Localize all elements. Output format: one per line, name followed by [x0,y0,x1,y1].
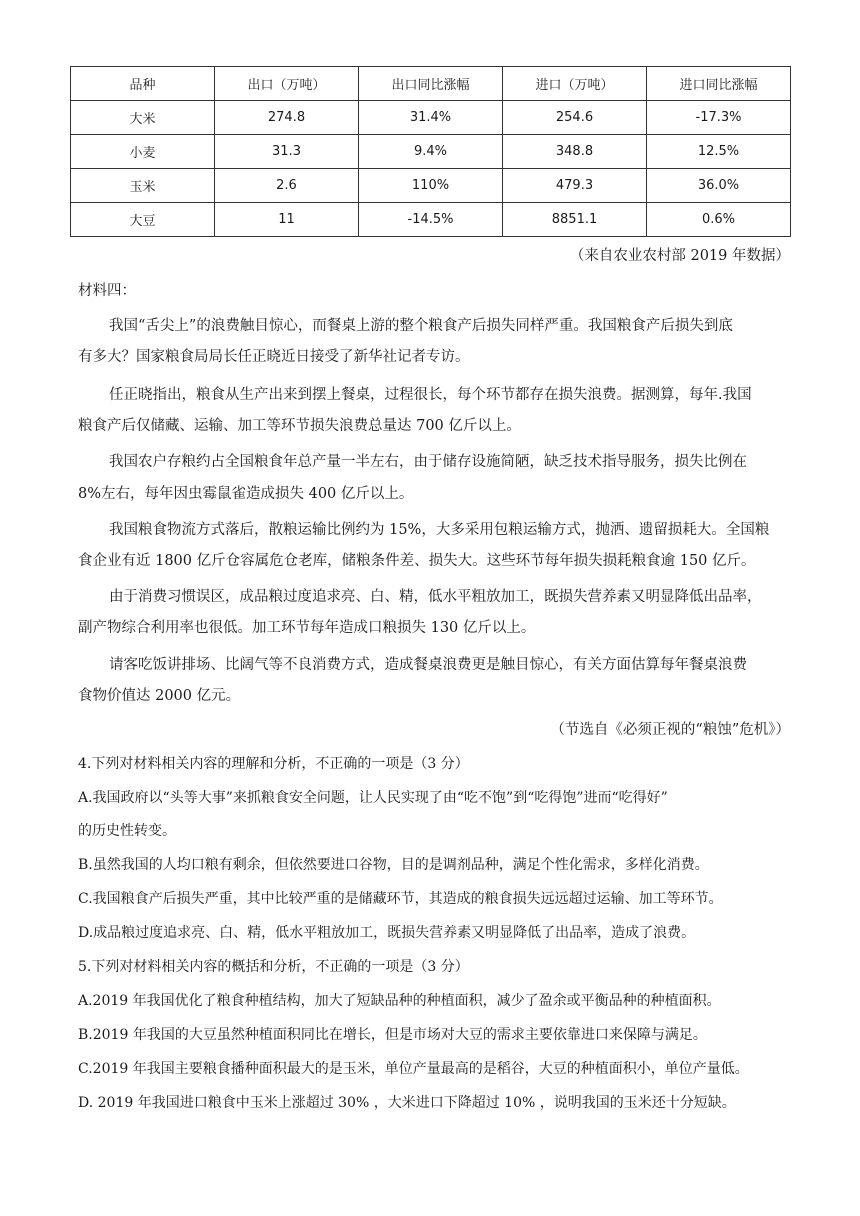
table-source: （来自农业农村部 2019 年数据） [569,248,790,264]
table-header-row [71,67,791,101]
table-cell: -17.3% [647,101,791,135]
paragraph-line: 食物价值达 2000 亿元。 [78,688,241,704]
header-import-growth: 进口同比涨幅 [647,67,791,101]
material-source: （节选自《必须正视的“粮蚀”危机》） [550,722,790,738]
table-cell: 31.4% [359,101,503,135]
grain-trade-table [70,66,791,237]
table-cell: 254.6 [503,101,647,135]
table-cell: 8851.1 [503,203,647,237]
question-4-option-b: B.虽然我国的人均口粮有剩余，但依然要进口谷物，目的是调剂品种，满足个性化需求，多样化消费。 [78,857,709,873]
question-5-option-a: A.2019 年我国优化了粮食种植结构，加大了短缺品种的种植面积，减少了盈余或平衡品种的种植面积。 [78,993,721,1009]
table-cell: 玉米 [71,169,215,203]
header-variety: 品种 [71,67,215,101]
table-cell: 大豆 [71,203,215,237]
question-4-option-d: D.成品粮过度追求亮、白、精，低水平粗放加工，既损失营养素又明显降低了出品率，造成了浪费。 [78,925,696,941]
table-cell: 小麦 [71,135,215,169]
table-row [71,101,791,135]
table-cell: 11 [215,203,359,237]
paragraph-line: 我国“舌尖上”的浪费触目惊心，而餐桌上游的整个粮食产后损失同样严重。我国粮食产后损失到底 [109,318,733,334]
header-export-growth: 出口同比涨幅 [359,67,503,101]
paragraph-line: 任正晓指出，粮食从生产出来到摆上餐桌，过程很长，每个环节都存在损失浪费。据测算，每年.我国 [109,387,752,403]
table-cell: 348.8 [503,135,647,169]
paragraph-line: 副产物综合利用率也很低。加工环节每年造成口粮损失 130 亿斤以上。 [78,620,536,636]
table-cell: 12.5% [647,135,791,169]
question-5-option-b: B.2019 年我国的大豆虽然种植面积同比在增长，但是市场对大豆的需求主要依靠进口来保障与满足。 [78,1027,707,1043]
table-cell: 110% [359,169,503,203]
table-cell: 0.6% [647,203,791,237]
question-4-option-a-cont: 的历史性转变。 [78,823,176,839]
table-cell: 274.8 [215,101,359,135]
table-row [71,203,791,237]
paragraph-line: 粮食产后仅储藏、运输、加工等环节损失浪费总量达 700 亿斤以上。 [78,418,521,434]
table-cell: 479.3 [503,169,647,203]
question-4-option-c: C.我国粮食产后损失严重，其中比较严重的是储藏环节，其造成的粮食损失远远超过运输、加工等环节。 [78,891,723,907]
paragraph-line: 由于消费习惯误区，成品粮过度追求亮、白、精，低水平粗放加工，既损失营养素又明显降低出品率， [109,589,762,605]
question-4-stem: 4.下列对材料相关内容的理解和分析，不正确的一项是（3 分） [78,756,469,772]
paragraph-line: 我国农户存粮约占全国粮食年总产量一半左右，由于储存设施简陋，缺乏技术指导服务，损失比例在 [109,454,747,470]
table-cell: 2.6 [215,169,359,203]
paragraph-line: 我国粮食物流方式落后，散粮运输比例约为 15%，大多采用包粮运输方式，抛洒、遗留损耗大。全国粮 [109,522,770,538]
header-export: 出口（万吨） [215,67,359,101]
header-import: 进口（万吨） [503,67,647,101]
table-row [71,135,791,169]
paragraph-line: 食企业有近 1800 亿斤仓容属危仓老库，储粮条件差、损失大。这些环节每年损失损耗粮食逾 150 亿斤。 [78,553,756,569]
question-5-option-d: D. 2019 年我国进口粮食中玉米上涨超过 30% ，大米进口下降超过 10% ，说明我国的玉米还十分短缺。 [78,1095,736,1111]
paragraph-line: 8%左右，每年因虫霉鼠雀造成损失 400 亿斤以上。 [78,486,414,502]
table-cell: -14.5% [359,203,503,237]
table-cell: 36.0% [647,169,791,203]
question-5-option-c: C.2019 年我国主要粮食播种面积最大的是玉米，单位产量最高的是稻谷，大豆的种植面积小，单位产量低。 [78,1061,749,1077]
paragraph-line: 有多大？国家粮食局局长任正晓近日接受了新华社记者专访。 [78,349,470,365]
table-cell: 9.4% [359,135,503,169]
paragraph-line: 请客吃饭讲排场、比阔气等不良消费方式，造成餐桌浪费更是触目惊心，有关方面估算每年餐桌浪费 [109,657,747,673]
material-heading: 材料四： [78,283,136,299]
table-row [71,169,791,203]
question-4-option-a: A.我国政府以“头等大事”来抓粮食安全问题，让人民实现了由“吃不饱”到“吃得饱”进而“吃得好” [78,790,668,806]
table-cell: 31.3 [215,135,359,169]
question-5-stem: 5.下列对材料相关内容的概括和分析，不正确的一项是（3 分） [78,959,469,975]
table-cell: 大米 [71,101,215,135]
